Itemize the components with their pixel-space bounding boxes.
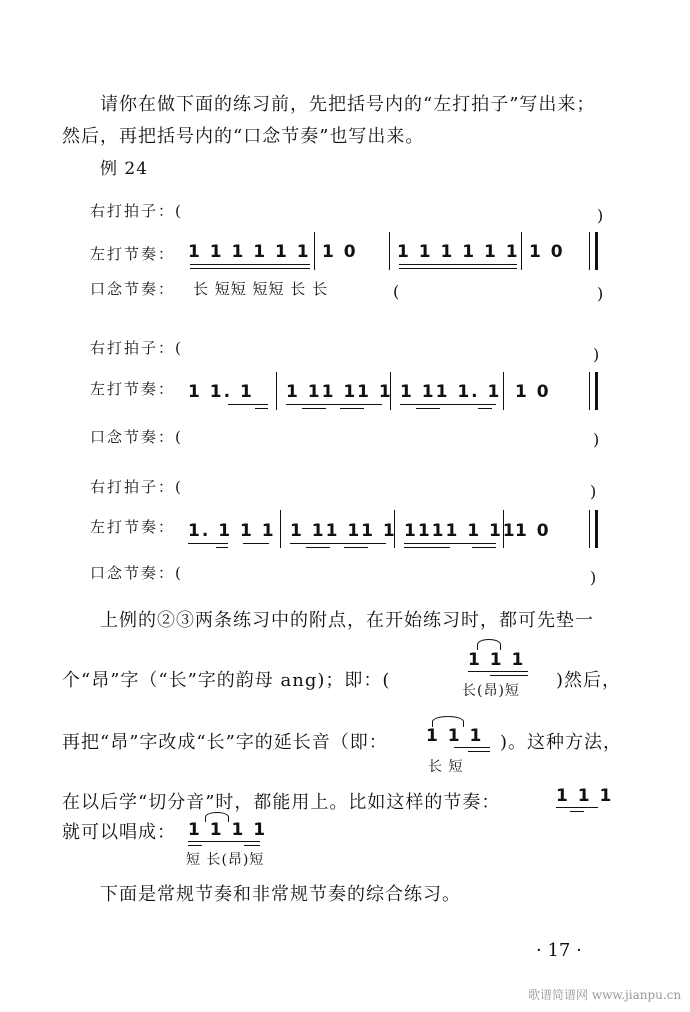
ex3-spoken-close: ) [590, 568, 597, 587]
ex2-left-rhythm-label: 左打节奏： [90, 380, 176, 398]
body-paragraph-3b: )。这种方法， [500, 732, 623, 753]
ex2-notes-3: 1 11 1. 1 [400, 382, 502, 402]
p5-notes: 1 1 1 1 [188, 820, 268, 840]
watermark: 歌谱简谱网 www.jianpu.cn [528, 988, 682, 1002]
ex1-spoken-close: ) [597, 284, 604, 303]
p4-notes: 1 1 1 [556, 786, 614, 806]
ex3-right-beat-close: ) [590, 482, 597, 501]
ex2-right-beat-label: 右打拍子：( [90, 339, 183, 357]
ex2-spoken-close: ) [593, 430, 600, 449]
ex1-right-beat-close: ) [597, 206, 604, 225]
example-title: 例 24 [100, 159, 149, 179]
ex1-spoken-open: ( [393, 282, 400, 301]
ex1-spoken-label: 口念节奏： [90, 280, 176, 298]
ex3-notes-1: 1. 1 1 1 [188, 521, 276, 541]
p3-lyric: 长 短 [428, 759, 464, 775]
body-paragraph-2b: )然后， [556, 670, 622, 691]
ex3-notes-2: 1 11 11 1 [290, 521, 397, 541]
ex1-spoken-rhythm: 长 短短 短短 长 长 [193, 280, 329, 298]
p5-lyric: 短 长(昂)短 [186, 852, 265, 868]
ex3-notes-4: 1 0 [515, 521, 551, 541]
body-paragraph-2a: 个“昂”字（“长”字的韵母 ang)；即：( [62, 670, 391, 691]
ex1-notes-1: 1 1 1 1 1 1 [188, 242, 311, 262]
ex3-left-rhythm-label: 左打节奏： [90, 518, 176, 536]
intro-line-2: 然后，再把括号内的“口念节奏”也写出来。 [62, 126, 425, 147]
ex1-right-beat-label: 右打拍子：( [90, 202, 183, 220]
ex3-notes-3: 1111 1 11 [404, 521, 517, 541]
p2-notes: 1 1 1 [468, 650, 526, 670]
page-number: · 17 · [536, 940, 582, 961]
ex2-notes-4: 1 0 [515, 382, 551, 402]
ex3-right-beat-label: 右打拍子：( [90, 478, 183, 496]
ex2-notes-1: 1 1. 1 [188, 382, 254, 402]
body-paragraph-3a: 再把“昂”字改成“长”字的延长音（即： [62, 732, 388, 753]
body-paragraph-5: 就可以唱成： [62, 822, 176, 843]
body-paragraph-6: 下面是常规节奏和非常规节奏的综合练习。 [100, 884, 461, 905]
p2-lyric: 长(昂)短 [462, 683, 520, 699]
p3-notes: 1 1 1 [426, 726, 484, 746]
ex1-notes-4: 1 0 [529, 242, 565, 262]
ex2-right-beat-close: ) [593, 345, 600, 364]
ex1-notes-3: 1 1 1 1 1 1 [397, 242, 520, 262]
ex2-spoken-label: 口念节奏：( [90, 428, 183, 446]
body-paragraph-4: 在以后学“切分音”时，都能用上。比如这样的节奏： [62, 792, 501, 813]
ex2-notes-2: 1 11 11 1 [286, 382, 393, 402]
ex1-notes-2: 1 0 [322, 242, 358, 262]
ex1-left-rhythm-label: 左打节奏： [90, 245, 176, 263]
body-paragraph-1: 上例的②③两条练习中的附点，在开始练习时，都可先垫一 [100, 610, 594, 631]
ex3-spoken-label: 口念节奏：( [90, 564, 183, 582]
intro-line-1: 请你在做下面的练习前，先把括号内的“左打拍子”写出来； [100, 94, 596, 115]
